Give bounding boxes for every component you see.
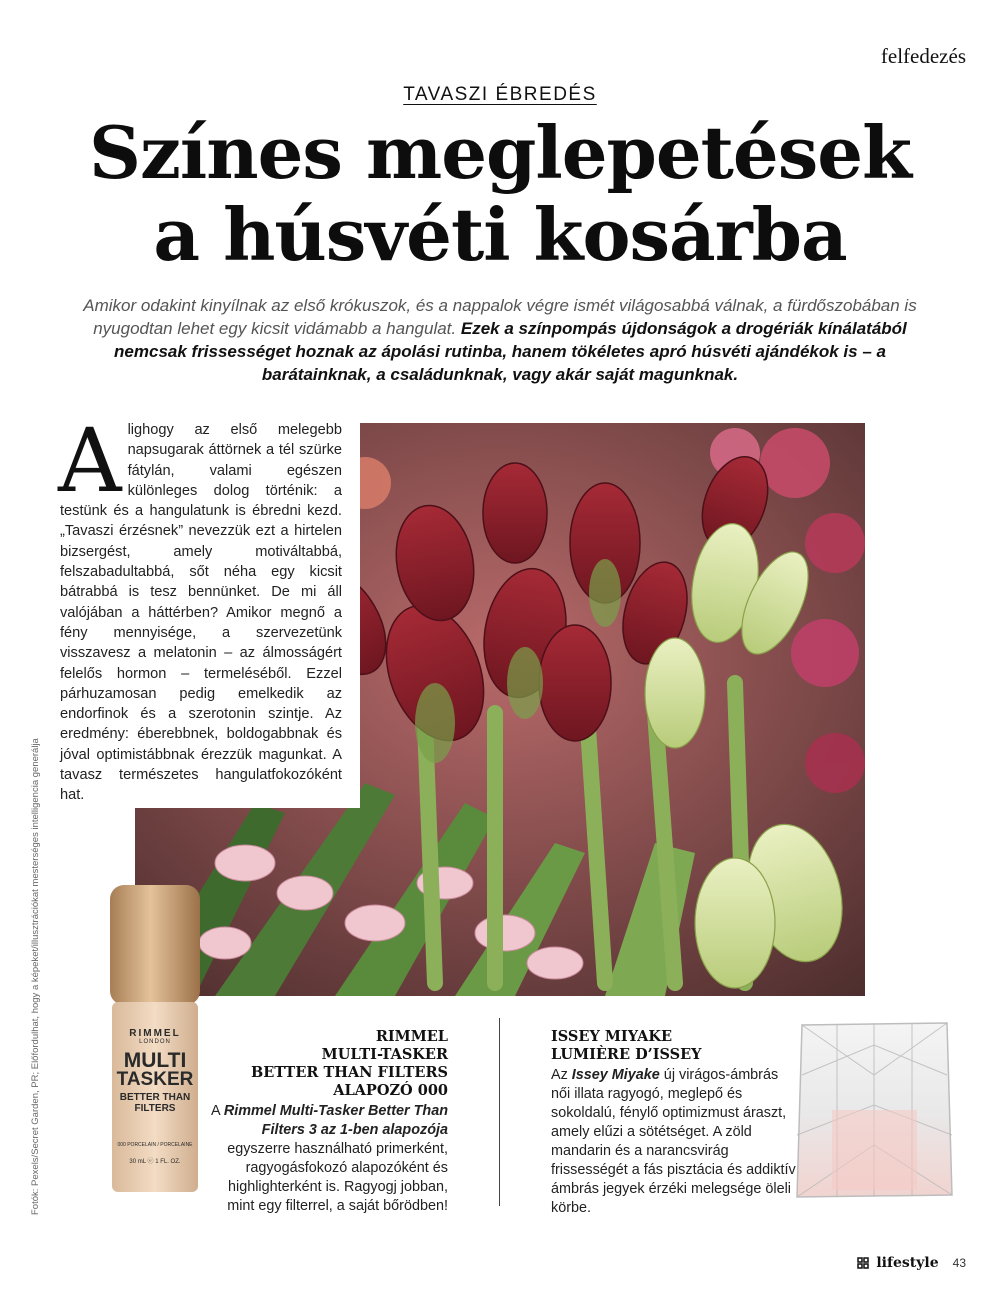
footer-brand: lifestyle (876, 1255, 939, 1271)
bottle-line-4: FILTERS (134, 1103, 176, 1114)
bottle-line-2: TASKER (116, 1069, 194, 1090)
section-tag: felfedezés (880, 44, 966, 68)
product-issey-miyake (551, 1028, 796, 1218)
page-footer (856, 1255, 966, 1271)
drop-cap: A (58, 409, 122, 512)
bottle-shade: 000 PORCELAIN / PORCELAINE (117, 1142, 193, 1148)
desc-pre: Az (551, 1067, 572, 1083)
body-paragraph: lighogy az első melegebb napsugarak áttörnek a tél szürke fátylán, valami egészen különleges dolog történik: a testünk és a hangulatunk is ébredni kezd. „Tavaszi érzésnek” nevezzük ezt a hirtelen bizsergést, amely motiváltabbá, felszabadultabbá, sőt néha egy kicsit bátrabbá is tesz bennünket. De mi áll valójában a háttérben? Amikor megnő a fény mennyisége, a szervezetünk visszavesz a melatonin – az álmosságért felelős hormon – termeléséből. Ezzel párhuzamosan pedig emelkedik az endorfinok és a szerotonin szintje. Az eredmény: éberebbnek, boldogabbnak és jóval optimistábbnak érezzük magunkat. A tavasz természetes hangulatfokozóként hat. (60, 422, 342, 804)
product-title-line: ISSEY MIYAKE (551, 1028, 673, 1045)
headline (0, 112, 1000, 276)
photo-credit: Fotók: Pexels/Secret Garden, PR; Előfordulhat, hogy a képeket/illusztrációkat mesterséges intelligencia generálja (30, 738, 41, 1215)
kicker: TAVASZI ÉBREDÉS (403, 84, 597, 105)
product-title-line: BETTER THAN FILTERS (250, 1064, 448, 1081)
desc-post: új virágos-ámbrás női illata ragyogó, meglepő és sokoldalú, fénylő optimizmust áraszt, amely elűzi a sötétséget. A zöld mandarin és a narancsvirág frissességét a fás pisztácia és addiktív ámbrás jegyek érzéki melegsége öleli körbe. (551, 1067, 796, 1216)
column-divider (499, 1018, 500, 1206)
bottle-line-3: BETTER THAN (119, 1092, 191, 1103)
page-number: 43 (952, 1256, 966, 1270)
product-rimmel (200, 1028, 448, 1216)
product-description (551, 1066, 796, 1218)
headline-line-2: a húsvéti kosárba (153, 192, 847, 277)
product-title-line: RIMMEL (375, 1028, 448, 1045)
clover-icon (856, 1256, 870, 1270)
perfume-bottle-image (792, 1015, 957, 1205)
bottle-line-1: MULTI (123, 1049, 187, 1072)
bottle-volume: 30 mL ⓔ 1 FL. OZ. (129, 1159, 181, 1165)
body-text (58, 409, 342, 806)
product-title (200, 1028, 448, 1100)
desc-pre: A (211, 1103, 224, 1119)
bottle-brand: RIMMEL (129, 1028, 181, 1039)
product-description (200, 1102, 448, 1216)
bottle-sub: LONDON (139, 1039, 171, 1045)
lead-paragraph (72, 294, 928, 386)
lead-italic: Amikor odakint kinyílnak az első krókuszok, és a nappalok végre ismét világosabbá válnak, a fürdőszobában is nyugodtan lehet egy kicsit vidámabb a hangulat. (83, 296, 917, 338)
product-title-line: LUMIÈRE D’ISSEY (551, 1046, 702, 1063)
product-title-line: MULTI-TASKER (321, 1046, 448, 1063)
desc-emphasis: Issey Miyake (571, 1067, 660, 1083)
desc-emphasis: Rimmel Multi-Tasker Better Than Filters 3 az 1-ben alapozója (223, 1103, 448, 1138)
lead-bold: Ezek a színpompás újdonságok a drogériák kínálatából nemcsak frissességet hoznak az ápolási rutinba, hanem tökéletes apró húsvéti ajándékok is – a barátainknak, a családunknak, vagy akár saját magunknak. (114, 319, 907, 384)
headline-line-1: Színes meglepetések (89, 110, 911, 195)
desc-post: egyszerre használható primerként, ragyogásfokozó alapozóként és highlighterként is. Ragyogj jobban, mint egy filterrel, a saját bőrödben! (227, 1141, 448, 1214)
bottle-label (112, 1028, 198, 1165)
product-title-line: ALAPOZÓ 000 (333, 1082, 448, 1099)
product-title (551, 1028, 796, 1064)
